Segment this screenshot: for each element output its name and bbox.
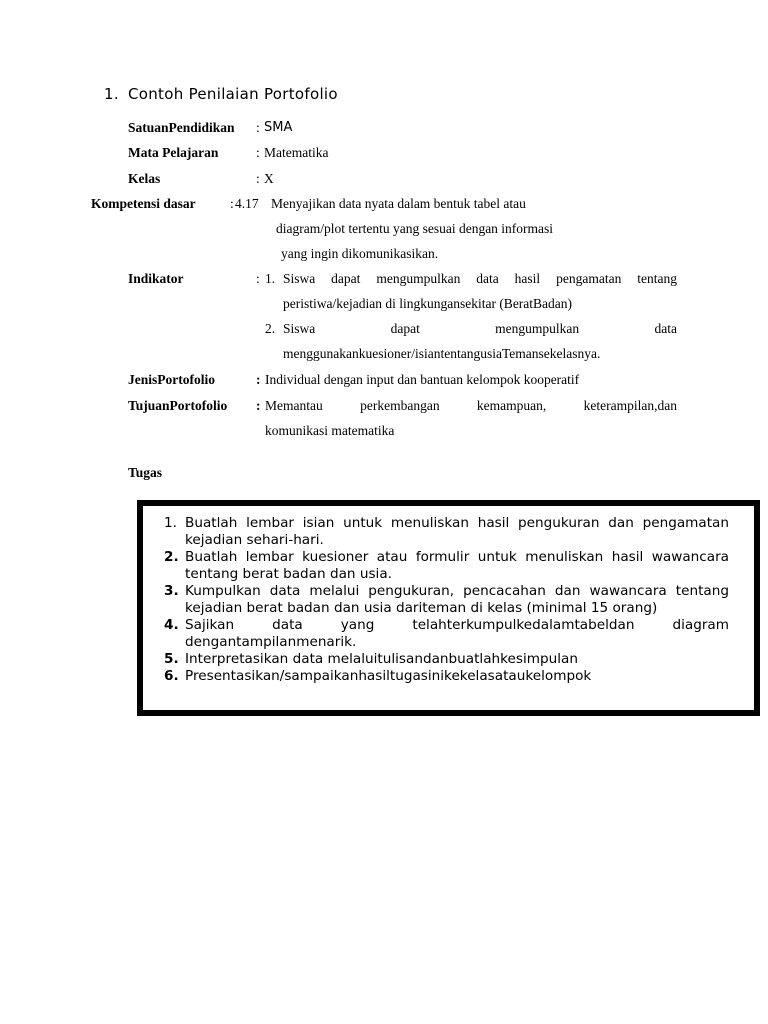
mapel-label: Mata Pelajaran (128, 145, 219, 160)
tugas-item (157, 515, 729, 549)
indikator-item2-line-1: Siswa dapat mengumpulkan data (283, 321, 677, 336)
satuan-label: SatuanPendidikan (128, 120, 235, 135)
tugas-item-text: Buatlah lembar isian untuk menuliskan hasil pengukuran dan pengamatan kejadian sehari-hari. (185, 515, 729, 548)
tugas-item-number: 5. (164, 651, 179, 667)
indikator-item2-line-2: menggunakankuesioner/isiantentangusiaTemansekelasnya. (283, 346, 601, 361)
tugas-item (157, 549, 729, 583)
satuan-sep: : (256, 120, 260, 135)
kompetensi-sep: : (230, 196, 234, 211)
kelas-label: Kelas (128, 171, 161, 186)
tujuan-sep: : (256, 398, 261, 413)
indikator-item2-number: 2. (265, 321, 276, 336)
section-number: 1. (104, 85, 119, 103)
kompetensi-line-2: diagram/plot tertentu yang sesuai dengan informasi (276, 221, 554, 236)
indikator-item1-line-1: Siswa dapat mengumpulkan data hasil pengamatan tentang (283, 271, 677, 286)
section-title: Contoh Penilaian Portofolio (128, 85, 338, 103)
indikator-item1-line-2: peristiwa/kejadian di lingkungansekitar (BeratBadan) (283, 296, 573, 311)
tujuan-line-1: Memantau perkembangan kemampuan, keterampilan,dan (265, 398, 677, 413)
tugas-label: Tugas (128, 465, 163, 480)
jenis-sep: : (256, 372, 261, 387)
tugas-item (157, 668, 729, 685)
tugas-item-text: Kumpulkan data melalui pengukuran, pencacahan dan wawancara tentang kejadian berat badan dan usia dariteman di kelas (minimal 15 orang) (185, 583, 729, 616)
tugas-item (157, 583, 729, 617)
kelas-value: X (264, 171, 274, 186)
kompetensi-label: Kompetensi dasar (91, 196, 196, 211)
section-heading (104, 85, 338, 103)
mapel-sep: : (256, 145, 260, 160)
tugas-item-number: 3. (164, 583, 179, 599)
kompetensi-line-1: Menyajikan data nyata dalam bentuk tabel atau (271, 196, 526, 211)
kompetensi-line-3: yang ingin dikomunikasikan. (281, 246, 439, 261)
kelas-sep: : (256, 171, 260, 186)
indikator-sep: : (256, 271, 260, 286)
tujuan-label: TujuanPortofolio (128, 398, 228, 413)
kompetensi-code: 4.17 (235, 196, 259, 211)
tugas-item-text: Buatlah lembar kuesioner atau formulir untuk menuliskan hasil wawancara tentang berat badan dan usia. (185, 549, 729, 582)
satuan-value: SMA (264, 120, 293, 135)
tugas-list (157, 515, 729, 685)
indikator-item1-number: 1. (265, 271, 276, 286)
tugas-item-number: 4. (164, 617, 179, 633)
tugas-item-number: 6. (164, 668, 179, 684)
tugas-item-text: Sajikan data yang telahterkumpulkedalamtabeldan diagram dengantampilanmenarik. (185, 617, 729, 650)
indikator-label: Indikator (128, 271, 184, 286)
mapel-value: Matematika (264, 145, 329, 160)
tugas-item-text: Presentasikan/sampaikanhasiltugasinikekelasataukelompok (185, 668, 592, 684)
tugas-item (157, 651, 729, 668)
jenis-label: JenisPortofolio (128, 372, 215, 387)
tugas-box (137, 500, 760, 716)
tugas-item-number: 1. (164, 515, 177, 531)
jenis-value: Individual dengan input dan bantuan kelompok kooperatif (265, 372, 580, 387)
tugas-item-number: 2. (164, 549, 179, 565)
tujuan-line-2: komunikasi matematika (265, 423, 395, 438)
tugas-item (157, 617, 729, 651)
tugas-item-text: Interpretasikan data melaluitulisandanbuatlahkesimpulan (185, 651, 578, 667)
